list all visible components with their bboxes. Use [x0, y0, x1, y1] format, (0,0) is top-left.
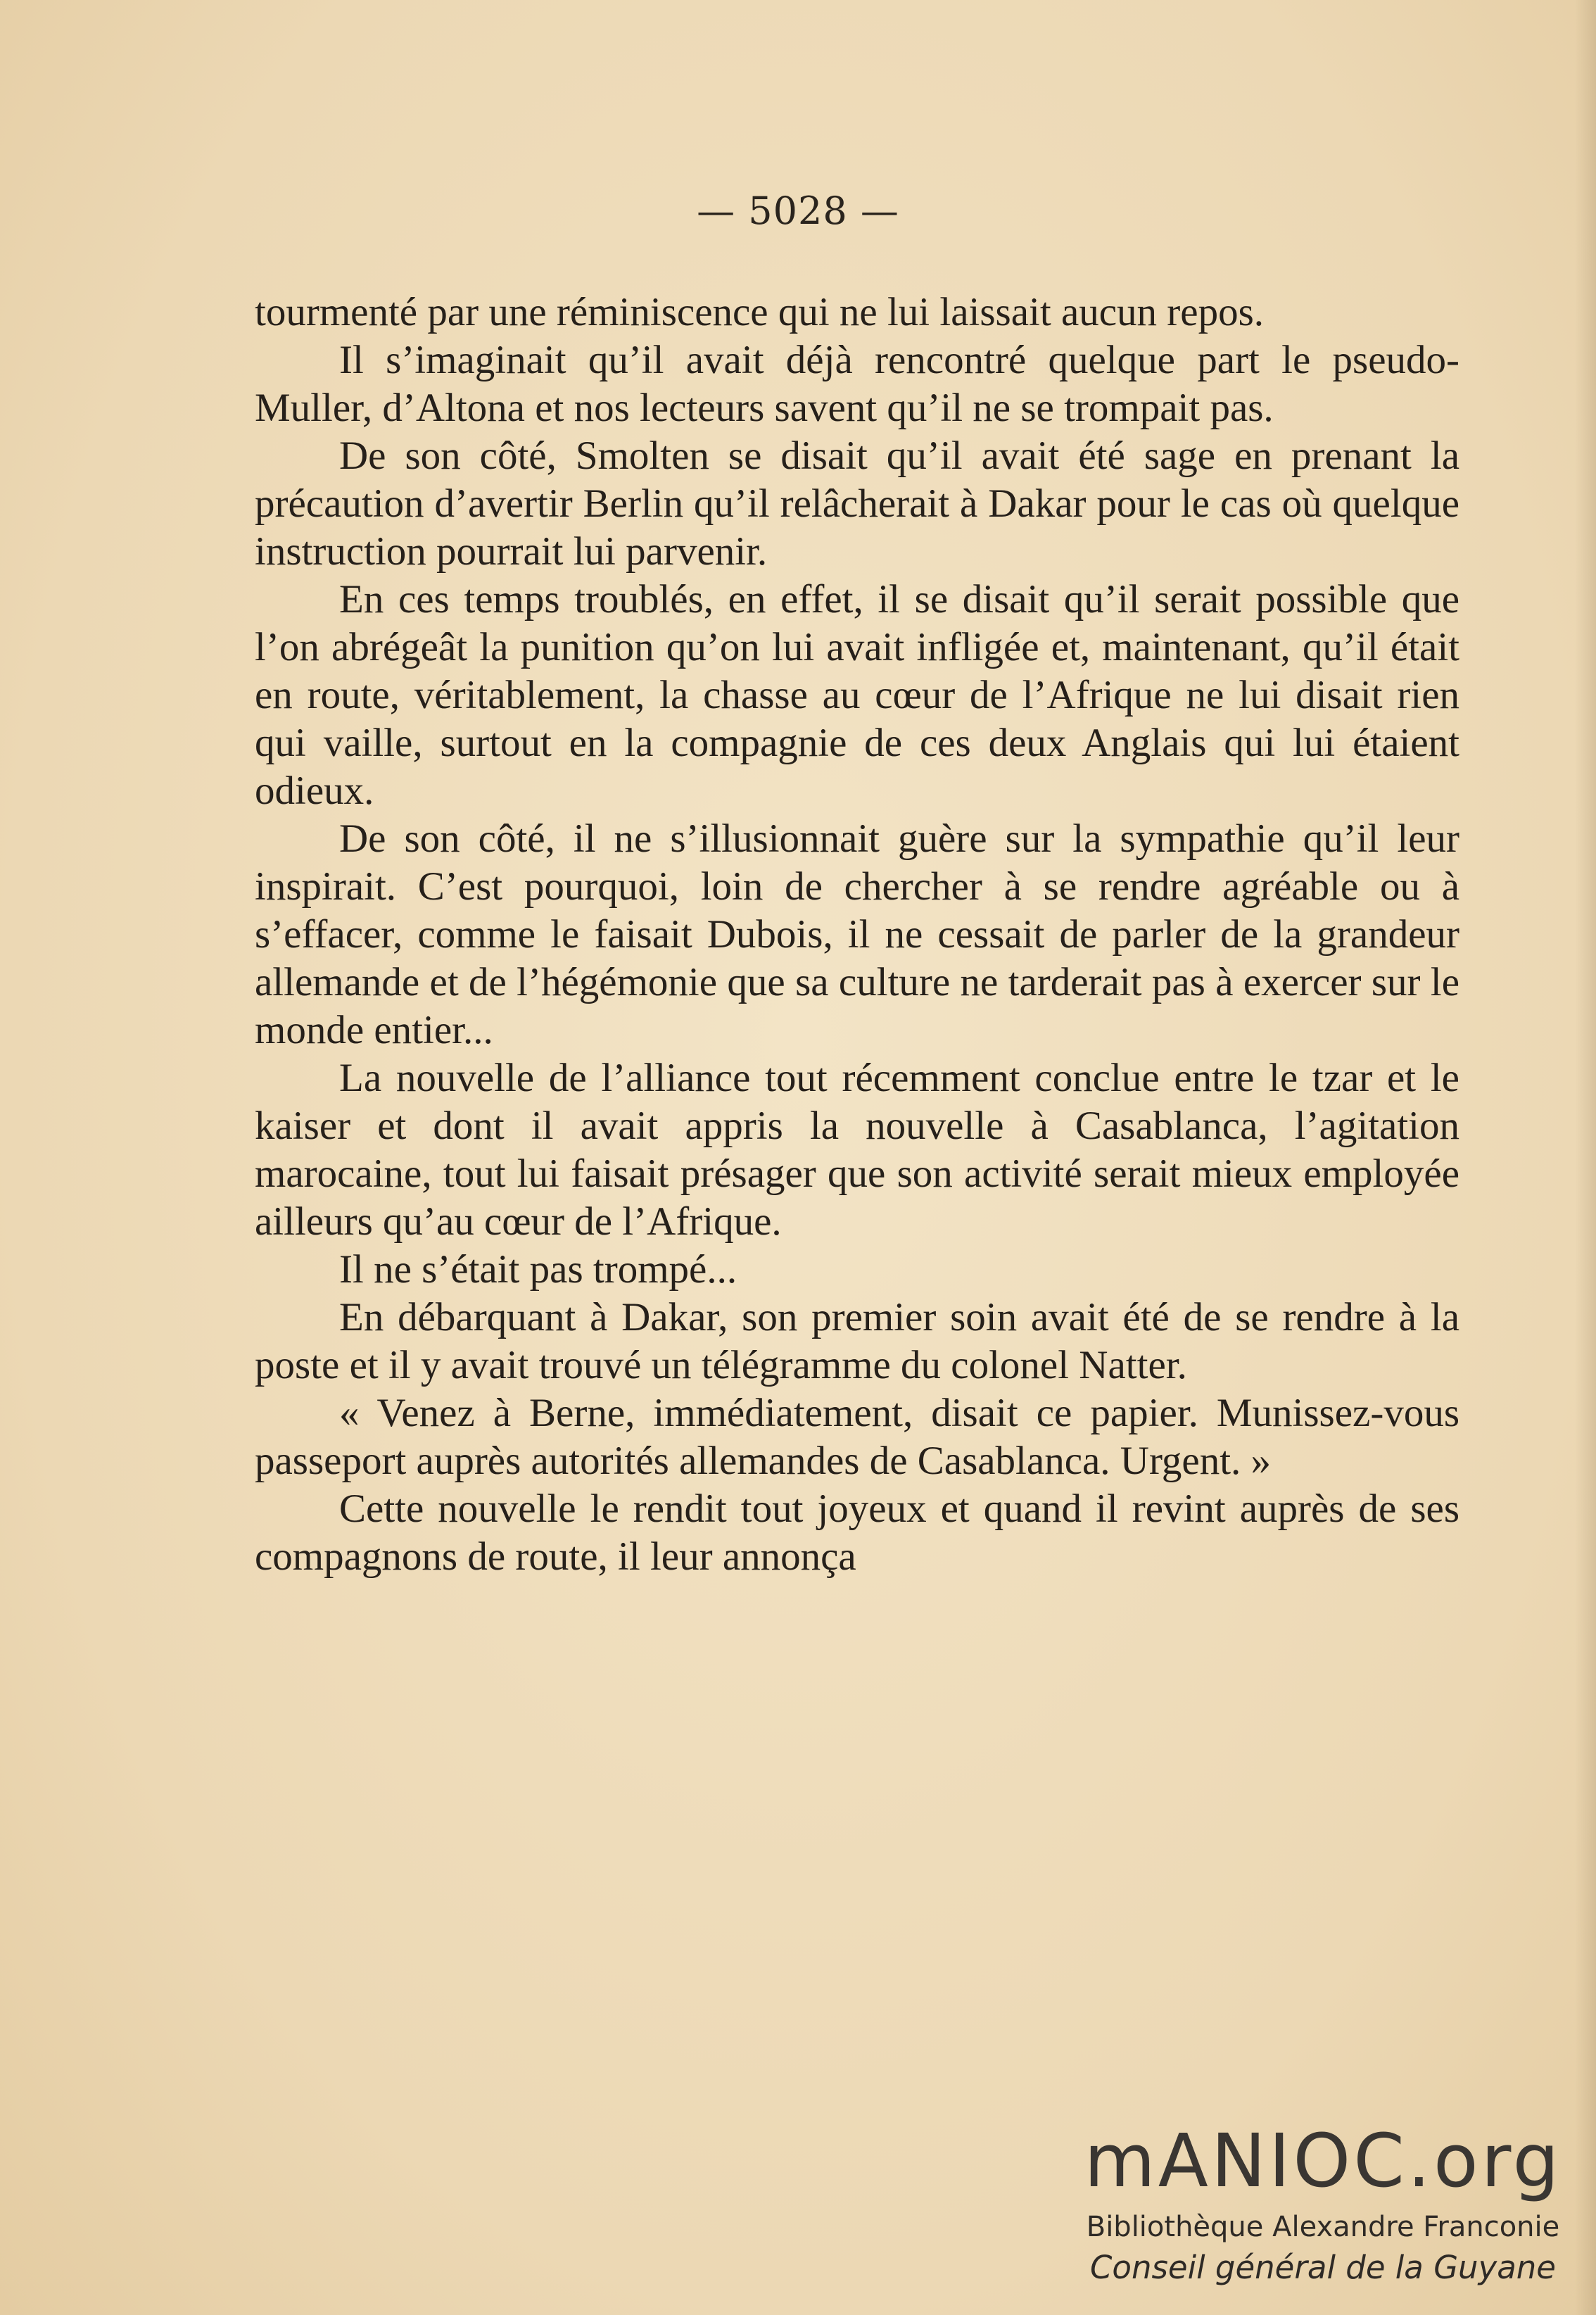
page-number: — 5028 — — [697, 189, 899, 233]
paragraph: « Venez à Berne, immédiatement, disait ce papier. Munissez-vous passeport auprès autorités allemandes de Casablanca. Urgent. » — [255, 1391, 1459, 1483]
paragraph: Il ne s’était pas trompé... — [339, 1247, 737, 1292]
page-edge-shadow — [1575, 0, 1596, 2315]
paragraph: La nouvelle de l’alliance tout récemment conclue entre le tzar et le kaiser et dont il avait appris la nouvelle à Casablanca, l’agitation marocaine, tout lui faisait présager que son activité serait mieux employée ailleurs qu’au cœur de l’Afrique. — [255, 1056, 1459, 1244]
paragraph: Cette nouvelle le rendit tout joyeux et quand il revint auprès de ses compagnons de route, il leur annonça — [255, 1487, 1459, 1579]
logo-council-name: Conseil général de la Guyane — [1090, 2249, 1556, 2286]
paragraph: De son côté, il ne s’illusionnait guère sur la sympathie qu’il leur inspirait. C’est pourquoi, loin de chercher à se rendre agréable ou à s’effacer, comme le faisait Dubois, il ne cessait de parler de la grandeur allemande et de l’hégémonie que sa culture ne tarderait pas à exercer sur le monde entier... — [255, 816, 1459, 1052]
body-text — [255, 289, 1459, 1581]
paragraph: tourmenté par une réminiscence qui ne lui laissait aucun repos. — [255, 290, 1265, 334]
paragraph: En ces temps troublés, en effet, il se disait qu’il serait possible que l’on abrégeât la punition qu’on lui avait infligée et, maintenant, qu’il était en route, véritablement, la chasse au cœur de l’Afrique ne lui disait rien qui vaille, surtout en la compagnie de ces deux Anglais qui lui étaient odieux. — [255, 577, 1459, 813]
paragraph: En débarquant à Dakar, son premier soin avait été de se rendre à la poste et il y avait trouvé un télégramme du colonel Natter. — [255, 1295, 1459, 1387]
paragraph: De son côté, Smolten se disait qu’il avait été sage en prenant la précaution d’avertir Berlin qu’il relâcherait à Dakar pour le cas où quelque instruction pourrait lui parvenir. — [255, 434, 1459, 574]
manioc-logo — [1077, 2119, 1569, 2289]
logo-wordmark: mANIOC.org — [1084, 2118, 1562, 2204]
logo-library-name: Bibliothèque Alexandre Franconie — [1086, 2211, 1560, 2243]
paragraph: Il s’imaginait qu’il avait déjà rencontré quelque part le pseudo-Muller, d’Altona et nos lecteurs savent qu’il ne se trompait pas. — [255, 338, 1459, 430]
